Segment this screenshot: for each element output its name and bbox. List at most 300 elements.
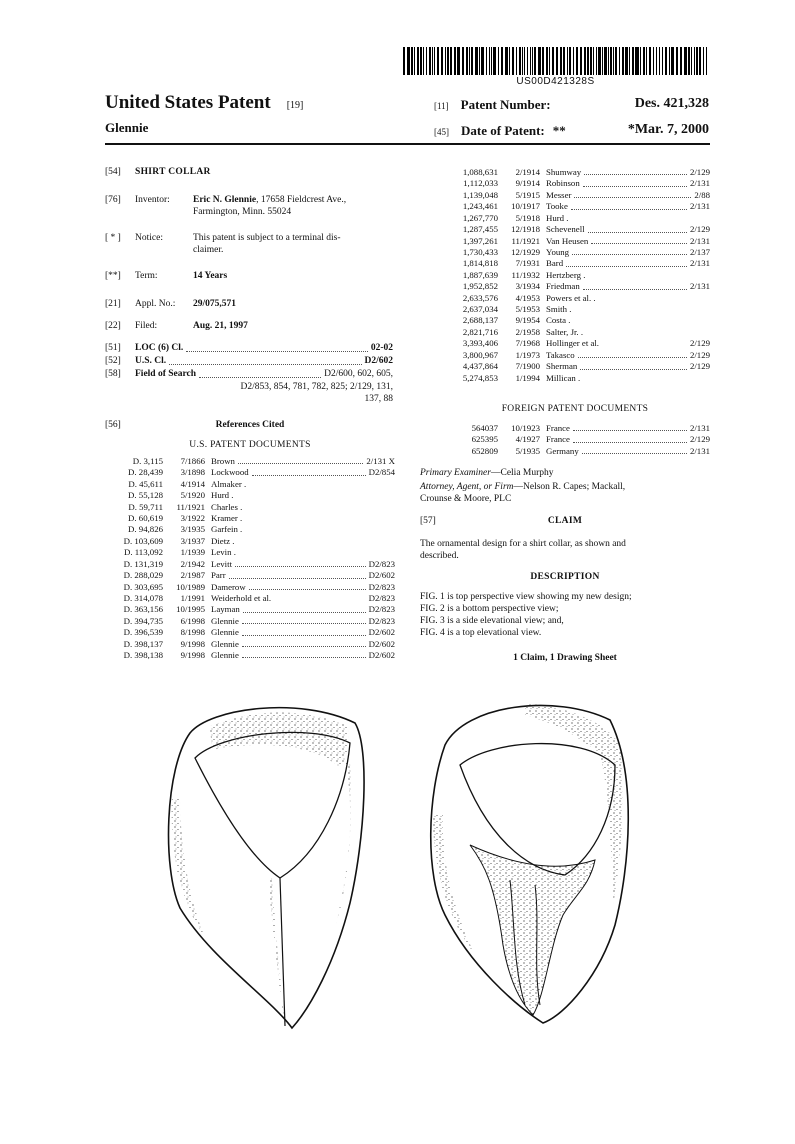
ref-class: 2/129 xyxy=(689,434,710,445)
reference-row xyxy=(105,490,395,501)
barcode-bar xyxy=(608,47,610,75)
ref-name: Lockwood xyxy=(211,467,249,478)
reference-row xyxy=(105,536,395,547)
barcode-bar xyxy=(527,47,528,75)
barcode-bar xyxy=(432,47,433,75)
ref-number: 1,730,433 xyxy=(462,246,498,257)
reference-row xyxy=(105,570,395,581)
ref-class: D2/602 xyxy=(368,638,395,649)
patent-number-label: Patent Number: xyxy=(460,97,551,112)
barcode-bar xyxy=(625,47,627,75)
barcode-bar xyxy=(530,47,531,75)
barcode-bar xyxy=(662,47,664,75)
barcode-bar xyxy=(584,47,586,75)
ref-date: 5/1915 xyxy=(515,189,540,200)
inventor-surname: Glennie xyxy=(105,120,149,135)
filed-label: Filed: xyxy=(135,321,158,331)
reference-row xyxy=(105,582,395,593)
ref-number: 564037 xyxy=(471,423,498,433)
patent-date-line xyxy=(434,122,709,140)
barcode-bar xyxy=(622,47,624,75)
barcode-bar xyxy=(646,47,647,75)
ref-number: 5,274,853 xyxy=(462,372,498,383)
barcode-bars xyxy=(403,47,708,75)
field-search-label: Field of Search xyxy=(135,369,197,379)
reference-row xyxy=(105,513,395,524)
inventor-code: [76] xyxy=(105,195,121,205)
reference-row xyxy=(105,524,395,535)
ref-class: 2/131 xyxy=(689,445,710,456)
ref-number: D. 103,609 xyxy=(123,535,163,546)
barcode-bar xyxy=(567,47,568,75)
barcode-bar xyxy=(522,47,524,75)
ref-name: Dietz . xyxy=(211,535,235,546)
ref-number: 652809 xyxy=(471,445,498,456)
barcode-bar xyxy=(542,47,544,75)
ref-date: 1/1994 xyxy=(515,372,540,383)
ref-number: 1,267,770 xyxy=(462,212,498,223)
ref-number: D. 59,711 xyxy=(128,501,163,512)
ref-name: Brown xyxy=(211,455,235,466)
patent-header-left xyxy=(105,92,303,114)
barcode-bar xyxy=(688,47,690,75)
ref-name: Friedman xyxy=(546,281,580,292)
barcode-bar xyxy=(549,47,551,75)
reference-row xyxy=(440,201,710,212)
date-marker: ** xyxy=(552,123,566,138)
ref-date: 3/1934 xyxy=(515,281,540,292)
ref-date: 11/1932 xyxy=(511,269,540,280)
barcode-bar xyxy=(411,47,413,75)
barcode-bar xyxy=(445,47,446,75)
ref-number: 1,814,818 xyxy=(462,258,498,269)
ref-name: Kramer . xyxy=(211,512,243,523)
ref-number: D. 398,138 xyxy=(123,650,163,661)
ref-date: 2/1914 xyxy=(515,167,540,177)
ref-number: D. 314,078 xyxy=(123,592,163,603)
inventor-address-1: , 17658 Fieldcrest Ave., xyxy=(256,195,347,205)
ref-class: 2/131 xyxy=(689,258,710,269)
ref-class: 2/137 xyxy=(689,246,710,257)
collar-band-shade xyxy=(210,712,349,768)
ref-date: 11/1921 xyxy=(176,501,205,512)
ref-name: Schevenell xyxy=(546,224,585,235)
reference-row xyxy=(440,423,710,434)
ref-class: 2/131 xyxy=(689,178,710,189)
barcode-bar xyxy=(653,47,654,75)
foreign-docs-list xyxy=(440,423,710,457)
claim-section xyxy=(420,516,710,563)
collar-back-left-shade xyxy=(433,815,475,955)
reference-row xyxy=(440,224,710,235)
ref-class: 2/131 xyxy=(689,423,710,433)
ref-name: Weiderhold et al. xyxy=(211,592,272,603)
patent-number-line xyxy=(434,96,709,114)
reference-row xyxy=(440,446,710,457)
barcode-bar xyxy=(512,47,514,75)
barcode-bar xyxy=(680,47,682,75)
loc-code: [51] xyxy=(105,343,121,353)
barcode-bar xyxy=(615,47,617,75)
ref-number: D. 394,735 xyxy=(123,615,163,626)
barcode-bar xyxy=(613,47,614,75)
ref-name: Hertzberg . xyxy=(546,269,586,280)
appl-label: Appl. No.: xyxy=(135,299,176,309)
barcode-bar xyxy=(509,47,511,75)
barcode-bar xyxy=(403,47,405,75)
patent-number-code: [11] xyxy=(434,101,449,111)
collar-figure-front xyxy=(150,688,380,1038)
barcode-bar xyxy=(469,47,470,75)
ref-name: Tooke xyxy=(546,201,568,212)
ref-name: Levitt xyxy=(211,558,233,569)
barcode-bar xyxy=(462,47,464,75)
description-line: FIG. 2 is a bottom perspective view; xyxy=(420,603,559,614)
us-docs-continued xyxy=(440,167,710,384)
us-class-value: D2/602 xyxy=(364,356,393,366)
reference-row xyxy=(440,270,710,281)
reference-row xyxy=(105,593,395,604)
barcode-bar xyxy=(429,47,431,75)
ref-class: 2/129 xyxy=(689,349,710,360)
barcode-bar xyxy=(516,47,518,75)
ref-name: Hurd . xyxy=(211,490,234,501)
barcode-bar xyxy=(486,47,488,75)
loc-value: 02-02 xyxy=(370,343,393,353)
inventor-label: Inventor: xyxy=(135,195,170,205)
barcode-bar xyxy=(420,47,422,75)
barcode-bar xyxy=(573,47,575,75)
collar-back-tie-panel xyxy=(470,845,595,1015)
ref-name: Costa . xyxy=(546,315,571,326)
ref-date: 5/1935 xyxy=(515,445,540,456)
barcode-bar xyxy=(587,47,589,75)
claim-title: CLAIM xyxy=(547,516,583,526)
barcode-bar xyxy=(636,47,638,75)
barcode-bar xyxy=(649,47,651,75)
ref-name: Powers et al. . xyxy=(546,292,596,303)
ref-date: 4/1914 xyxy=(180,478,205,489)
ref-date: 7/1866 xyxy=(180,455,205,466)
ref-date: 10/1995 xyxy=(176,604,205,615)
reference-row xyxy=(105,639,395,650)
reference-row xyxy=(440,373,710,384)
ref-date: 7/1900 xyxy=(515,361,540,372)
title-field-code: [54] xyxy=(105,167,121,177)
barcode-bar xyxy=(538,47,540,75)
notice-text-1: This patent is subject to a terminal dis- xyxy=(193,233,341,243)
ref-name: Salter, Jr. . xyxy=(546,326,584,337)
ref-name: Sherman xyxy=(546,361,578,372)
ref-date: 3/1898 xyxy=(180,467,205,478)
barcode-bar xyxy=(671,47,673,75)
ref-name: Layman xyxy=(211,604,240,615)
ref-date: 1/1939 xyxy=(180,547,205,558)
ref-name: Hollinger et al. xyxy=(546,338,600,349)
barcode-bar xyxy=(434,47,436,75)
ref-number: D. 45,611 xyxy=(128,478,163,489)
term-code: [**] xyxy=(105,271,121,281)
barcode-bar xyxy=(450,47,452,75)
barcode-bar xyxy=(696,47,698,75)
barcode-bar xyxy=(635,47,636,75)
ref-date: 7/1931 xyxy=(515,258,540,269)
references-code: [56] xyxy=(105,420,121,430)
ref-name: Hurd . xyxy=(546,212,569,223)
us-class-code: [52] xyxy=(105,356,121,366)
barcode-bar xyxy=(604,47,606,75)
reference-row xyxy=(440,434,710,445)
field-search-3: 137, 88 xyxy=(364,393,393,404)
barcode-bar xyxy=(596,47,598,75)
barcode-bar xyxy=(556,47,558,75)
notice-code: [ * ] xyxy=(105,233,121,243)
ref-number: D. 3,115 xyxy=(132,455,163,466)
ref-number: D. 288,029 xyxy=(123,570,163,581)
barcode-bar xyxy=(501,47,503,75)
barcode-bar xyxy=(414,47,415,75)
ref-class: 2/129 xyxy=(689,338,710,349)
ref-date: 4/1927 xyxy=(515,434,540,445)
barcode-bar xyxy=(643,47,645,75)
barcode-bar xyxy=(699,47,701,75)
barcode-bar xyxy=(479,47,480,75)
ref-name: Van Heusen xyxy=(546,235,589,246)
barcode-bar xyxy=(489,47,490,75)
notice-label: Notice: xyxy=(135,233,163,243)
description-line: FIG. 1 is top perspective view showing my new design; xyxy=(420,591,632,602)
ref-date: 10/1917 xyxy=(511,201,540,212)
ref-name: Damerow xyxy=(211,581,246,592)
ref-date: 10/1923 xyxy=(511,423,540,433)
ref-date: 4/1953 xyxy=(515,292,540,303)
loc-label: LOC (6) Cl. xyxy=(135,343,184,353)
barcode-bar xyxy=(447,47,449,75)
barcode-bar xyxy=(590,47,592,75)
ref-number: 1,139,048 xyxy=(462,189,498,200)
barcode-bar xyxy=(593,47,594,75)
barcode-bar xyxy=(632,47,634,75)
reference-row xyxy=(105,479,395,490)
filed-code: [22] xyxy=(105,321,121,331)
ref-date: 9/1998 xyxy=(180,650,205,661)
ref-class: 2/129 xyxy=(689,167,710,177)
ref-number: 2,633,576 xyxy=(462,292,498,303)
ref-name: France xyxy=(546,434,570,445)
barcode-bar xyxy=(534,47,536,75)
ref-class: D2/602 xyxy=(368,650,395,661)
ref-number: 1,397,261 xyxy=(462,235,498,246)
ref-date: 3/1937 xyxy=(180,535,205,546)
barcode-bar xyxy=(640,47,642,75)
ref-number: D. 60,619 xyxy=(128,512,163,523)
ref-name: Almaker . xyxy=(211,478,247,489)
reference-row xyxy=(440,178,710,189)
appl-number: 29/075,571 xyxy=(193,299,237,309)
patent-number: Des. 421,328 xyxy=(634,96,709,111)
description-section xyxy=(420,572,710,665)
filed-date: Aug. 21, 1997 xyxy=(193,321,248,331)
barcode-bar xyxy=(491,47,493,75)
description-title: DESCRIPTION xyxy=(530,572,600,582)
barcode-bar xyxy=(629,47,631,75)
barcode-bar xyxy=(694,47,695,75)
ref-date: 2/1958 xyxy=(515,326,540,337)
ref-number: D. 55,128 xyxy=(128,490,163,501)
ref-number: D. 363,156 xyxy=(123,604,163,615)
reference-row xyxy=(440,167,710,178)
ref-class: 2/88 xyxy=(694,189,710,200)
barcode-bar xyxy=(417,47,419,75)
description-line: FIG. 4 is a top elevational view. xyxy=(420,627,542,638)
ref-date: 5/1953 xyxy=(515,304,540,315)
ref-class: D2/823 xyxy=(368,592,395,603)
ref-class: D2/823 xyxy=(368,581,395,592)
foreign-docs-title: FOREIGN PATENT DOCUMENTS xyxy=(501,404,649,414)
barcode-bar xyxy=(563,47,565,75)
reference-row xyxy=(440,361,710,372)
barcode-bar xyxy=(706,47,707,75)
barcode-bar xyxy=(475,47,477,75)
ref-class: 2/131 X xyxy=(366,455,395,466)
ref-class: 2/131 xyxy=(689,235,710,246)
ref-number: 1,887,639 xyxy=(462,269,498,280)
ref-class: D2/602 xyxy=(368,627,395,638)
barcode-bar xyxy=(552,47,554,75)
reference-row xyxy=(440,315,710,326)
barcode-bar xyxy=(602,47,604,75)
ref-class: D2/823 xyxy=(368,615,395,626)
inventor-name: Eric N. Glennie xyxy=(193,195,257,205)
field-search-1: D2/600, 602, 605, xyxy=(324,369,393,379)
ref-name: Robinson xyxy=(546,178,580,189)
claim-text-2: described. xyxy=(420,550,459,561)
us-docs-list xyxy=(105,456,395,662)
reference-row xyxy=(105,547,395,558)
barcode-bar xyxy=(437,47,439,75)
ref-date: 1/1991 xyxy=(180,592,205,603)
ref-name: Glennie xyxy=(211,627,239,638)
invention-title: SHIRT COLLAR xyxy=(135,167,211,177)
barcode-bar xyxy=(576,47,578,75)
barcode-bar xyxy=(532,47,533,75)
reference-row xyxy=(105,616,395,627)
date-code: [45] xyxy=(434,127,449,137)
barcode-bar xyxy=(546,47,548,75)
ref-date: 9/1954 xyxy=(515,315,540,326)
barcode-bar xyxy=(656,47,657,75)
ref-number: 3,800,967 xyxy=(462,349,498,360)
ref-date: 6/1998 xyxy=(180,615,205,626)
term-value: 14 Years xyxy=(193,271,228,281)
ref-class: 2/131 xyxy=(689,201,710,212)
attorney-line-1: —Nelson R. Capes; Mackall, xyxy=(513,481,626,492)
ref-name: Levin . xyxy=(211,547,236,558)
primary-examiner-label: Primary Examiner xyxy=(420,468,491,478)
ref-number: D. 396,539 xyxy=(123,627,163,638)
reference-row xyxy=(440,247,710,258)
barcode-bar xyxy=(703,47,704,75)
collar-side-shade xyxy=(172,798,205,938)
barcode-bar xyxy=(466,47,468,75)
ref-number: 2,637,034 xyxy=(462,304,498,315)
ref-name: Bard xyxy=(546,258,564,269)
ref-number: 2,821,716 xyxy=(462,326,498,337)
claims-summary: 1 Claim, 1 Drawing Sheet xyxy=(513,653,617,664)
ref-class: 2/129 xyxy=(689,224,710,235)
ref-number: 1,243,461 xyxy=(462,201,498,212)
barcode-bar xyxy=(676,47,677,75)
attorney-label: Attorney, Agent, or Firm xyxy=(420,481,514,492)
ref-class: D2/854 xyxy=(368,467,395,478)
ref-name: Garfein . xyxy=(211,524,243,535)
notice-text-2: claimer. xyxy=(193,244,224,255)
reference-row xyxy=(440,304,710,315)
ref-date: 9/1998 xyxy=(180,638,205,649)
barcode-bar xyxy=(560,47,562,75)
ref-class: D2/823 xyxy=(368,558,395,569)
barcode-bar xyxy=(665,47,667,75)
ref-date: 10/1989 xyxy=(176,581,205,592)
barcode-number: US00D421328S xyxy=(516,76,595,87)
barcode-bar xyxy=(519,47,521,75)
barcode-bar xyxy=(407,47,409,75)
barcode-bar xyxy=(659,47,660,75)
barcode-bar xyxy=(498,47,500,75)
barcode-bar xyxy=(598,47,600,75)
ref-name: France xyxy=(546,423,570,433)
date-label: Date of Patent: xyxy=(461,123,545,138)
barcode-bar xyxy=(471,47,473,75)
reference-row xyxy=(440,190,710,201)
barcode xyxy=(403,47,708,87)
barcode-bar xyxy=(481,47,483,75)
barcode-bar xyxy=(426,47,427,75)
ref-name: Glennie xyxy=(211,638,239,649)
ref-date: 7/1968 xyxy=(515,338,540,349)
ref-number: 625395 xyxy=(471,434,498,445)
reference-row xyxy=(440,293,710,304)
ref-number: 1,112,033 xyxy=(463,178,498,189)
barcode-bar xyxy=(677,47,678,75)
reference-row xyxy=(105,502,395,513)
ref-class: 2/129 xyxy=(689,361,710,372)
reference-row xyxy=(440,350,710,361)
references-section xyxy=(105,420,395,661)
description-line: FIG. 3 is a side elevational view; and, xyxy=(420,615,564,626)
ref-number: D. 94,826 xyxy=(128,524,163,535)
ref-name: Glennie xyxy=(211,615,239,626)
ref-name: Young xyxy=(546,246,570,257)
ref-name: Glennie xyxy=(211,650,239,661)
ref-date: 8/1998 xyxy=(180,627,205,638)
examiner-section xyxy=(420,468,710,506)
ref-date: 12/1929 xyxy=(511,246,540,257)
barcode-bar xyxy=(580,47,582,75)
us-docs-title: U.S. PATENT DOCUMENTS xyxy=(189,440,311,450)
ref-date: 3/1922 xyxy=(180,512,205,523)
barcode-bar xyxy=(441,47,443,75)
biblio-section xyxy=(105,167,395,409)
references-title: References Cited xyxy=(215,420,285,430)
ref-date: 5/1918 xyxy=(515,212,540,223)
reference-row xyxy=(440,338,710,349)
reference-row xyxy=(105,650,395,661)
reference-row xyxy=(440,236,710,247)
ref-date: 3/1935 xyxy=(180,524,205,535)
claim-text-1: The ornamental design for a shirt collar, as shown and xyxy=(420,539,626,549)
ref-name: Takasco xyxy=(546,349,575,360)
